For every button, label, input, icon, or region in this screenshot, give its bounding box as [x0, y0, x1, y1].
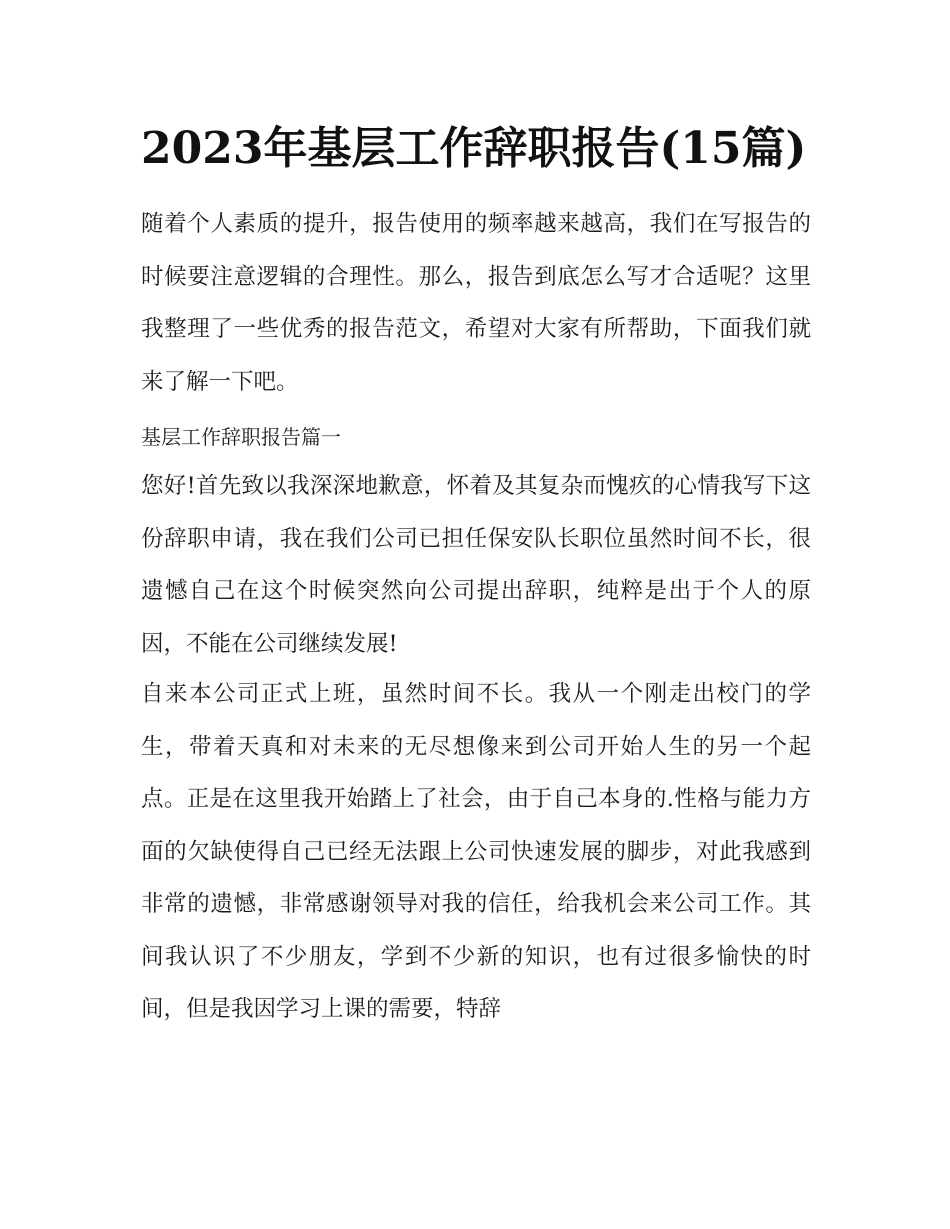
document-body — [141, 116, 811, 1036]
intro-paragraph: 随着个人素质的提升，报告使用的频率越来越高，我们在写报告的时候要注意逻辑的合理性。那么，报告到底怎么写才合适呢？这里我整理了一些优秀的报告范文，希望对大家有所帮助，下面我们就来了解一下吧。 — [141, 211, 811, 395]
body-paragraph-2: 自来本公司正式上班，虽然时间不长。我从一个刚走出校门的学生，带着天真和对未来的无尽想像来到公司开始人生的另一个起点。正是在这里我开始踏上了社会，由于自己本身的.性格与能力方面的欠缺使得自己已经无法跟上公司快速发展的脚步，对此我感到非常的遗憾，非常感谢领导对我的信任，给我机会来公司工作。其间我认识了不少朋友，学到不少新的知识，也有过很多愉快的时间，但是我因学习上课的需要，特辞 — [141, 681, 811, 1022]
section-heading: 基层工作辞职报告篇一 — [141, 425, 341, 449]
body-paragraph-1: 您好!首先致以我深深地歉意，怀着及其复杂而愧疚的心情我写下这份辞职申请，我在我们公司已担任保安队长职位虽然时间不长，很遗憾自己在这个时候突然向公司提出辞职，纯粹是出于个人的原因，不能在公司继续发展! — [141, 473, 811, 657]
document-title: 2023年基层工作辞职报告(15篇) — [141, 123, 807, 174]
